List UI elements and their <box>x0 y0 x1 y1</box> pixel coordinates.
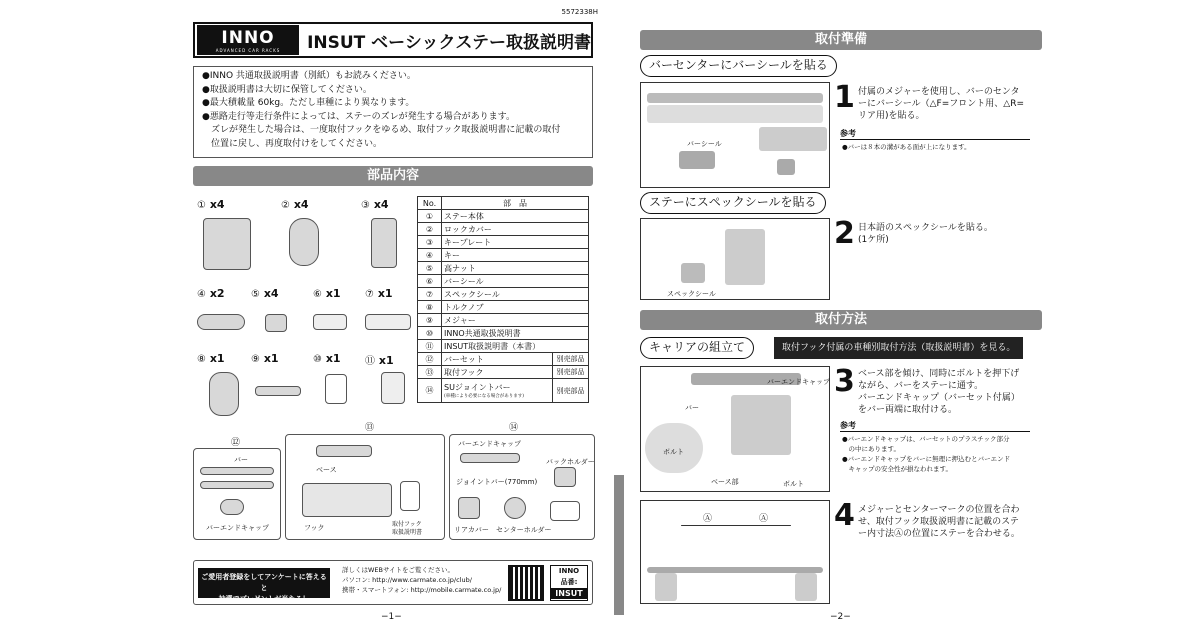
inno-logo: INNO ADVANCED CAR RACKS <box>197 25 299 55</box>
joint-bar-image <box>460 453 520 463</box>
note-line: ●INNO 共通取扱説明書（別紙）もお読みください。 <box>202 71 416 81</box>
hook-image <box>302 483 392 517</box>
box13-number: ⑬ <box>365 423 375 433</box>
reference-label: 参考 <box>840 128 1030 140</box>
registration-banner <box>193 560 593 605</box>
page-number: −1− <box>381 612 402 622</box>
dimension-line <box>681 525 791 526</box>
measure-figure: Ⓐ Ⓐ <box>640 500 830 604</box>
end-cap-image <box>220 499 244 515</box>
key-image <box>197 314 245 330</box>
table-row: ⑪ INSUT取扱説明書（本書） <box>418 340 589 353</box>
table-row: ⑤ 高ナット <box>418 262 589 275</box>
step-1-number: 1 <box>834 80 855 115</box>
seal-icons <box>679 151 715 169</box>
hook-manual-note: 取付フック付属の車種別取付方法（取扱説明書）を見る。 <box>774 337 1023 359</box>
part-5-label: ⑤ x4 <box>251 287 279 300</box>
spec-seal-pill: ステーにスペックシールを貼る <box>640 192 826 214</box>
parts-heading: 部品内容 <box>193 166 593 186</box>
qr-code-image[interactable] <box>508 565 544 601</box>
pc-url-link[interactable]: パソコン: http://www.carmate.co.jp/club/ <box>342 576 472 584</box>
step-3-number: 3 <box>834 364 855 399</box>
common-manual-image <box>325 374 347 404</box>
lock-cover-image <box>289 218 319 266</box>
stay-image <box>731 395 791 455</box>
mobile-url-link[interactable]: 携帯・スマートフォン: http://mobile.carmate.co.jp/ <box>342 586 502 594</box>
part-1-label: ① x4 <box>197 198 225 211</box>
part-7-label: ⑦ x1 <box>365 287 393 300</box>
joint-bar-box: バーエンドキャップ バックホルダー ジョイントバー(770mm) リアカバー センターホルダー <box>449 434 595 540</box>
step-4-number: 4 <box>834 498 855 533</box>
notes-box <box>193 66 593 158</box>
stay-image <box>725 229 765 285</box>
title-bar <box>193 22 593 58</box>
table-row: ⑫ バーセット 別売部品 <box>418 353 589 366</box>
bar-image <box>200 481 274 489</box>
spec-seal-figure: スペックシール <box>640 218 830 300</box>
back-holder-image <box>554 467 576 487</box>
bar-image <box>200 467 274 475</box>
high-nut-image <box>265 314 287 332</box>
bar-image <box>647 93 823 103</box>
bar-set-box: バー バーエンドキャップ <box>193 448 281 540</box>
table-row: ⑩ INNO共通取扱説明書 <box>418 327 589 340</box>
reference-note: ●バーエンドキャップは、バーセットのプラスチック部分 の中にあります。 ●バーエンドキャップをバーに無理に押込むとバーエンド キャップの安全性が損なわれます。 <box>842 435 1011 473</box>
step-3-text: ベース部を傾け、同時にボルトを押下げ ながら、バーをステーに通す。 バーエンドキャップ（バーセット付属） をバー両端に取付ける。 <box>858 369 1020 415</box>
left-page <box>185 0 600 630</box>
assembly-figure: バーエンドキャップ バー ボルト ベース部 ボルト <box>640 366 830 492</box>
seal-icon <box>777 159 795 175</box>
box14-number: ⑭ <box>509 423 519 433</box>
step-4-text: メジャーとセンターマークの位置を合わ せ、取付フック取扱説明書に記載のステ ー内寸法Ⓐの位置にステーを合わせる。 <box>858 505 1020 539</box>
right-page <box>632 0 1042 630</box>
table-row: ② ロックカバー <box>418 223 589 236</box>
part-10-label: ⑩ x1 <box>313 352 341 365</box>
table-row: ⑥ バーシール <box>418 275 589 288</box>
table-header: No. 部 品 <box>418 197 589 210</box>
part-9-label: ⑨ x1 <box>251 352 279 365</box>
page-number: −2− <box>830 612 851 622</box>
table-row: ⑬ 取付フック 別売部品 <box>418 366 589 379</box>
step-2-number: 2 <box>834 216 855 251</box>
spec-seal-image <box>365 314 411 330</box>
step-2-text: 日本語のスペックシールを貼る。 (1ケ所) <box>858 223 993 245</box>
table-row: ④ キー <box>418 249 589 262</box>
bar-seal-image <box>313 314 347 330</box>
hook-box: ベース フック 取付フック 取扱説明書 <box>285 434 445 540</box>
base-image <box>316 445 372 457</box>
bar-seal-pill: バーセンターにバーシールを貼る <box>640 55 837 77</box>
table-row: ① ステー本体 <box>418 210 589 223</box>
stay-image <box>795 573 817 601</box>
note-line: ●悪路走行等走行条件によっては、ステーのズレが発生する場合があります。 <box>202 111 515 122</box>
bar-seal-figure: バーシール <box>640 82 830 188</box>
bar-image <box>647 105 823 123</box>
note-line: ●取扱説明書は大切に保管してください。 <box>202 84 372 95</box>
table-row: ③ キープレート <box>418 236 589 249</box>
stay-body-image <box>203 218 251 270</box>
key-plate-image <box>371 218 397 268</box>
measure-closeup <box>759 127 827 151</box>
parts-table <box>417 196 589 403</box>
hook-manual-image <box>400 481 420 511</box>
measure-image <box>255 386 301 396</box>
assembly-pill: キャリアの組立て <box>640 337 754 359</box>
product-code-box: INNO 品番: INSUT <box>550 565 588 601</box>
rear-cover-image <box>458 497 480 519</box>
web-info: 詳しくはWEBサイトをご覧ください。 パソコン: http://www.carmate.co.jp/club/ 携帯・スマートフォン: http://mobile.carmate.co.jp/ <box>342 566 502 594</box>
note-line: ●最大積載量 60kg。ただし車種により異なります。 <box>202 98 415 108</box>
part-3-label: ③ x4 <box>361 198 389 211</box>
promo-box: ご愛用者登録をしてアンケートに答えると 抽選でプレゼントが当たる！ <box>198 568 330 598</box>
table-row: ⑧ トルクノブ <box>418 301 589 314</box>
spec-seal-image <box>681 263 705 283</box>
torque-knob-image <box>209 372 239 416</box>
note-line: ズレが発生した場合は、一度取付フックをゆるめ、取付フック取扱説明書に記載の取付 <box>202 125 561 135</box>
joint-manual-image <box>550 501 580 521</box>
part-8-label: ⑧ x1 <box>197 352 225 365</box>
center-holder-image <box>504 497 526 519</box>
prep-heading: 取付準備 <box>640 30 1042 50</box>
reference-label: 参考 <box>840 420 1030 432</box>
stay-image <box>655 573 677 601</box>
part-2-label: ② x4 <box>281 198 309 211</box>
table-row: ⑦ スペックシール <box>418 288 589 301</box>
table-row: ⑭ SUジョイントバー (車種により必要になる場合があります) 別売部品 <box>418 379 589 403</box>
method-heading: 取付方法 <box>640 310 1042 330</box>
su-note: (車種により必要になる場合があります) <box>444 394 525 399</box>
part-4-label: ④ x2 <box>197 287 225 300</box>
page-gutter <box>614 475 624 615</box>
reference-note: ●バーは８本の溝がある面が上になります。 <box>842 143 971 151</box>
note-line: 位置に戻し、再度取付けをしてください。 <box>202 138 383 149</box>
page-title: INSUT ベーシックステー取扱説明書 <box>307 32 591 53</box>
table-row: ⑨ メジャー <box>418 314 589 327</box>
part-11-label: ⑪ x1 <box>365 354 394 367</box>
part-6-label: ⑥ x1 <box>313 287 341 300</box>
doc-number: 5572338H <box>561 8 598 16</box>
box12-number: ⑫ <box>231 438 241 448</box>
step-1-text: 付属のメジャーを使用し、バーのセンタ ーにバーシール（△F=フロント用、△R= リア用)を貼る。 <box>858 87 1024 121</box>
insut-manual-image <box>381 372 405 404</box>
